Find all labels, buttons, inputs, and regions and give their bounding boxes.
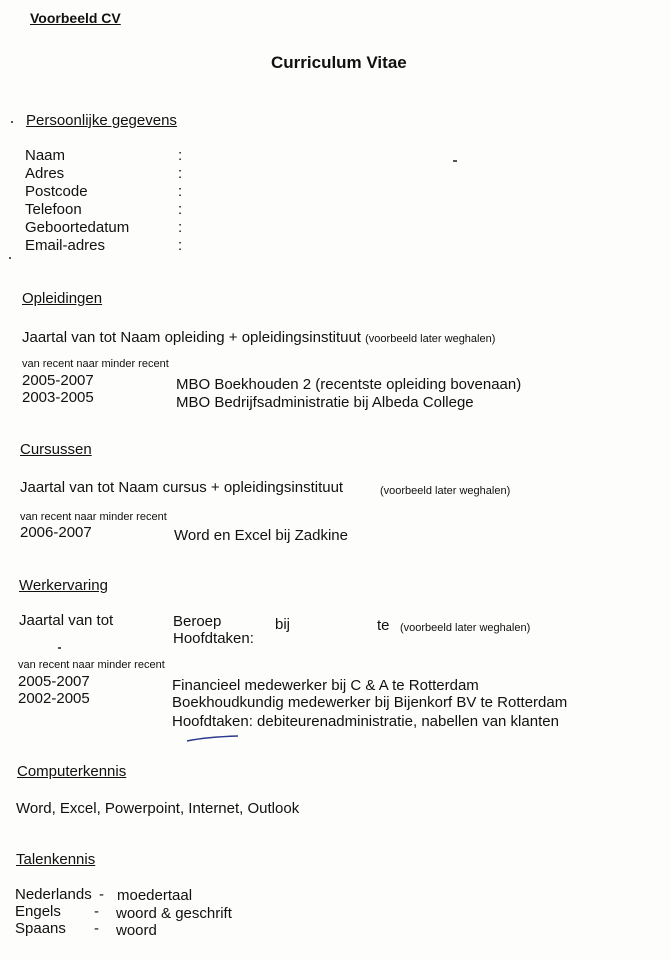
- format-note: (voorbeeld later weghalen): [380, 485, 511, 497]
- format-text: Jaartal van tot Naam opleiding + opleidingsinstituut: [22, 329, 361, 346]
- work-format-in: te: [377, 617, 390, 634]
- language-dash: -: [99, 886, 104, 903]
- section-heading-education: Opleidingen: [22, 290, 103, 307]
- work-format-at: bij: [275, 616, 291, 633]
- scan-speck: [9, 257, 11, 259]
- work-format-role: Beroep: [173, 613, 222, 630]
- entry-years: 2003-2005: [22, 389, 94, 406]
- field-label: Geboortedatum: [25, 219, 130, 236]
- entry-text: Financieel medewerker bij C & A te Rotterdam: [172, 677, 479, 694]
- courses-format-text: Jaartal van tot Naam cursus + opleidingsinstituut: [20, 479, 344, 496]
- section-heading-courses: Cursussen: [20, 441, 92, 458]
- language-name: Nederlands: [15, 886, 92, 903]
- education-format-line: [22, 329, 495, 346]
- language-name: Spaans: [15, 920, 66, 937]
- field-label: Postcode: [25, 183, 88, 200]
- field-separator: :: [178, 183, 183, 200]
- field-separator: :: [178, 147, 183, 164]
- order-note: van recent naar minder recent: [20, 511, 167, 523]
- pen-stroke: [186, 733, 240, 743]
- language-level: moedertaal: [117, 887, 193, 904]
- work-format-tasks: Hoofdtaken:: [173, 630, 254, 647]
- field-label: Email-adres: [25, 237, 106, 254]
- entry-text: MBO Boekhouden 2 (recentste opleiding bovenaan): [176, 376, 522, 393]
- example-label: Voorbeeld CV: [30, 10, 121, 26]
- entry-years: 2005-2007: [22, 372, 94, 389]
- page-title: Curriculum Vitae: [271, 53, 407, 72]
- format-note: (voorbeeld later weghalen): [365, 333, 496, 345]
- entry-years: 2002-2005: [18, 690, 90, 707]
- entry-years: 2006-2007: [20, 524, 92, 541]
- language-dash: -: [94, 903, 99, 920]
- language-level: woord & geschrift: [116, 905, 232, 922]
- language-name: Engels: [15, 903, 61, 920]
- field-separator: :: [178, 165, 183, 182]
- scan-speck: [11, 121, 13, 123]
- section-heading-languages: Talenkennis: [16, 851, 96, 868]
- section-heading-computer: Computerkennis: [17, 763, 127, 780]
- computer-skills-text: Word, Excel, Powerpoint, Internet, Outlook: [16, 800, 300, 817]
- entry-years: 2005-2007: [18, 673, 90, 690]
- field-separator: :: [178, 201, 183, 218]
- order-note: van recent naar minder recent: [22, 358, 169, 370]
- entry-text: Boekhoudkundig medewerker bij Bijenkorf BV te Rotterdam: [172, 694, 568, 711]
- scan-speck: [453, 160, 457, 162]
- work-format-years: Jaartal van tot: [19, 612, 114, 629]
- field-separator: :: [178, 219, 183, 236]
- section-heading-personal: Persoonlijke gegevens: [26, 112, 177, 129]
- field-label: Naam: [25, 147, 66, 164]
- field-label: Adres: [25, 165, 65, 182]
- scan-speck: [58, 647, 61, 649]
- language-dash: -: [94, 920, 99, 937]
- language-level: woord: [116, 922, 157, 939]
- entry-text: Word en Excel bij Zadkine: [174, 527, 348, 544]
- field-separator: :: [178, 237, 183, 254]
- order-note: van recent naar minder recent: [18, 659, 165, 671]
- section-heading-work: Werkervaring: [19, 577, 108, 594]
- work-tasks-line: Hoofdtaken: debiteurenadministratie, nabellen van klanten: [172, 713, 559, 730]
- field-label: Telefoon: [25, 201, 82, 218]
- entry-text: MBO Bedrijfsadministratie bij Albeda College: [176, 394, 474, 411]
- format-note: (voorbeeld later weghalen): [400, 622, 531, 634]
